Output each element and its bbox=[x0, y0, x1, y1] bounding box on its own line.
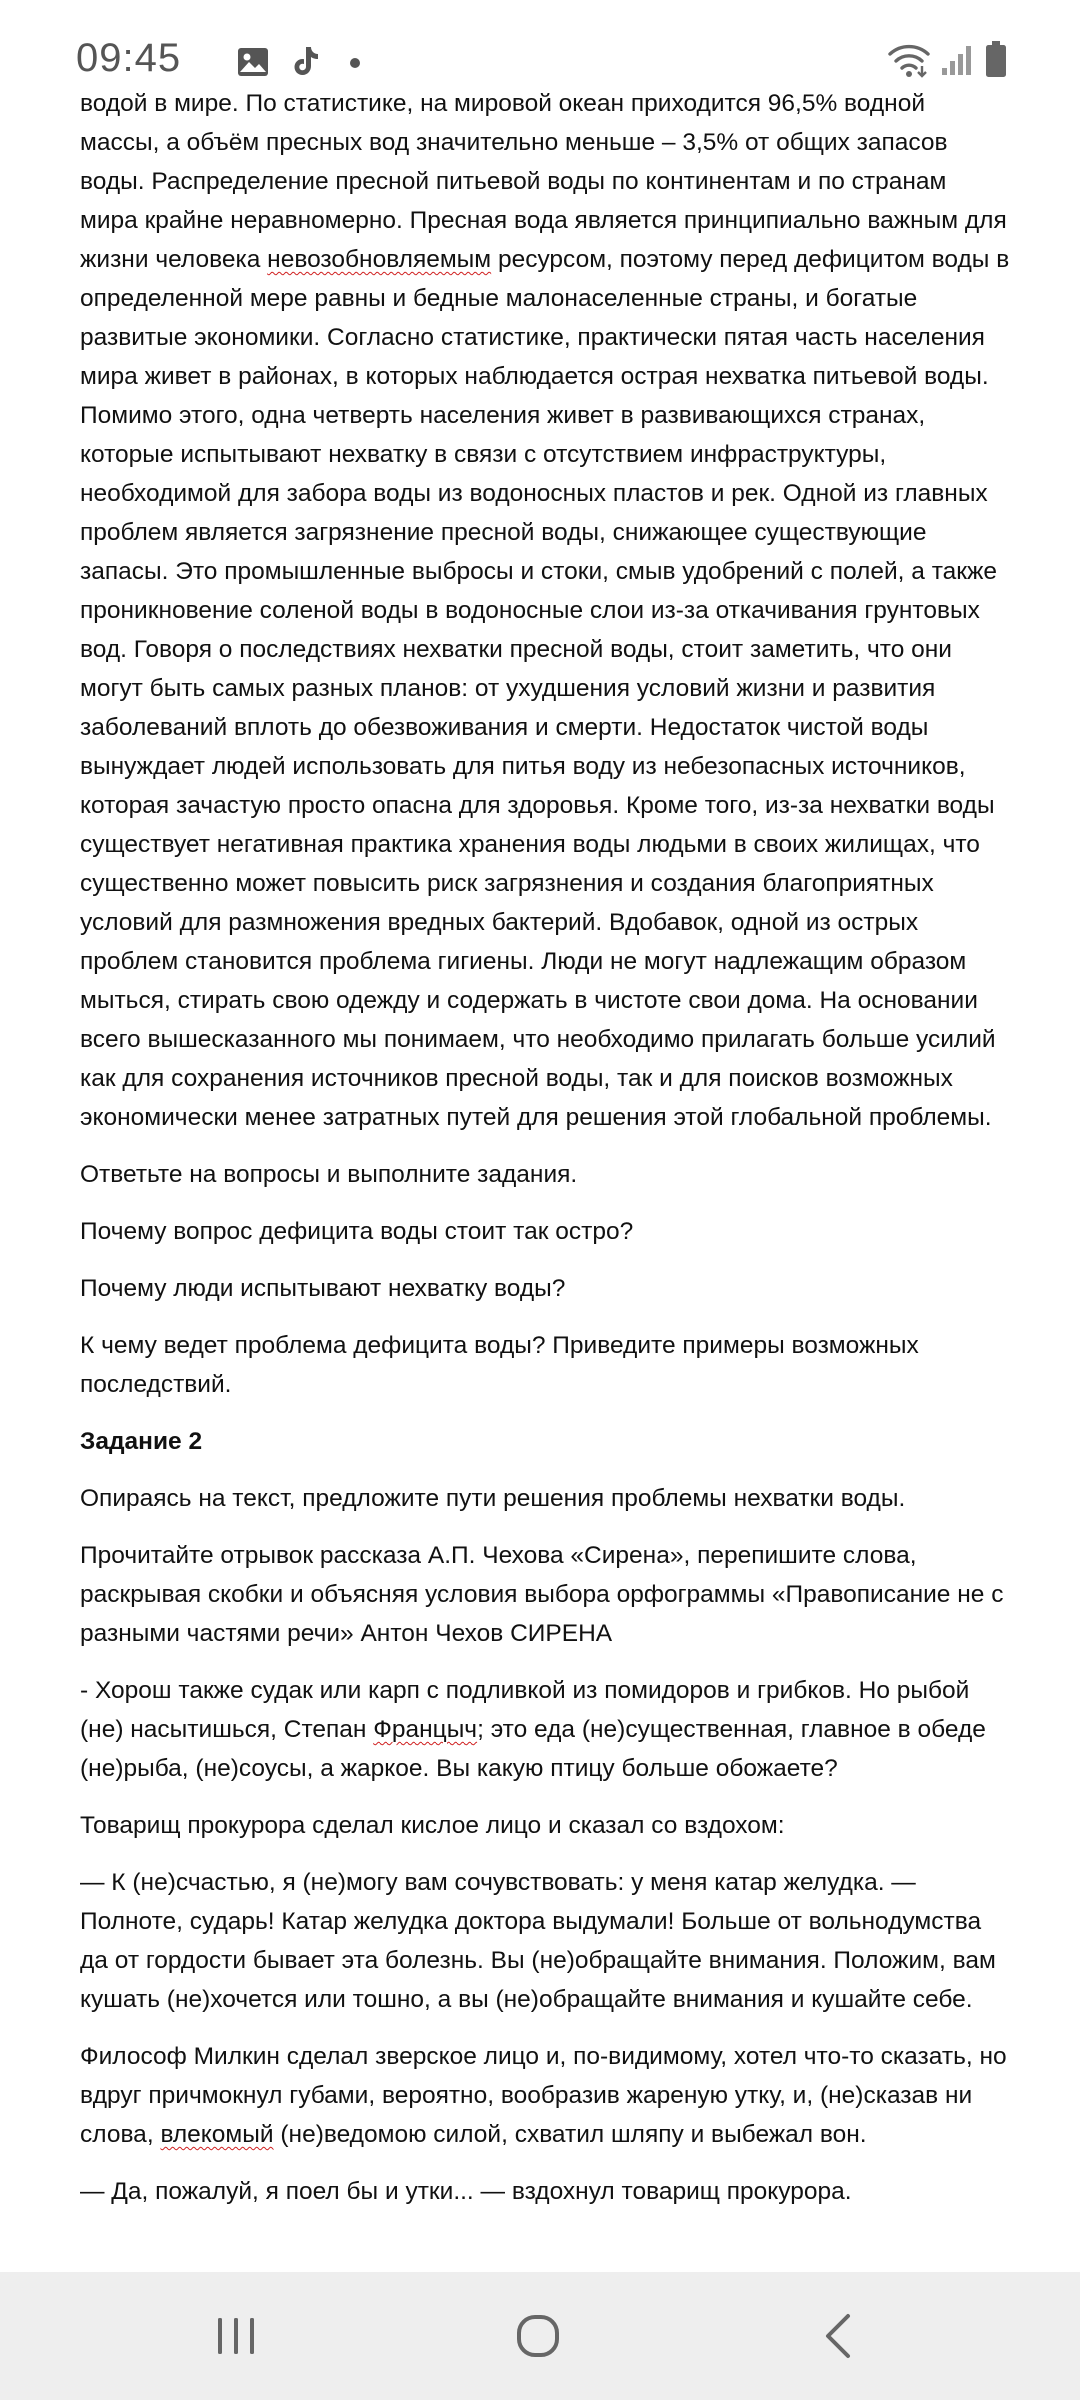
spellcheck-flagged-word: влекомый bbox=[160, 2121, 274, 2148]
document-body bbox=[80, 84, 1010, 2229]
home-button[interactable] bbox=[508, 2306, 568, 2366]
spellcheck-flagged-word: невозобновляемым bbox=[267, 246, 492, 273]
question-1: Почему вопрос дефицита воды стоит так остро? bbox=[80, 1218, 634, 1245]
task-2-text: Опираясь на текст, предложите пути решения проблемы нехватки воды. bbox=[80, 1485, 906, 1512]
recent-apps-button[interactable] bbox=[206, 2306, 266, 2366]
tiktok-icon bbox=[292, 45, 320, 82]
chekhov-intro: Прочитайте отрывок рассказа А.П. Чехова «Сирена», перепишите слова, раскрывая скобки и объясняя условия выбора орфограммы «Правописание не с разными частями речи» Антон Чехов СИРЕНА bbox=[80, 1542, 1004, 1647]
home-icon bbox=[508, 2306, 568, 2366]
text-run: - Хорош также судак или карп с подливкой из помидоров и грибков. Но рыбой (не) насытишься, Степан bbox=[80, 1677, 970, 1743]
task-2-title: Задание 2 bbox=[80, 1428, 203, 1455]
status-time: 09:45 bbox=[76, 36, 182, 80]
text-run: Философ Милкин сделал зверское лицо и, по-видимому, хотел что-то сказать, но вдруг причмокнул губами, вероятно, вообразив жареную утку, и, (не)сказав ни слова, bbox=[80, 2043, 1007, 2148]
back-icon bbox=[810, 2306, 870, 2366]
gallery-icon bbox=[237, 47, 269, 82]
recent-apps-icon bbox=[206, 2306, 266, 2366]
battery-icon bbox=[985, 40, 1007, 83]
navigation-bar bbox=[0, 2272, 1080, 2400]
paragraph-katar: — К (не)счастью, я (не)могу вам сочувствовать: у меня катар желудка. — Полноте, сударь! Катар желудка доктора выдумали! Больше от вольнодумства да от гордости бывает эта болезнь. Вы (не)обращайте внимания. Положим, вам кушать (не)хочется или тошно, а вы (не)обращайте внимания и кушайте себе. bbox=[80, 1869, 996, 2013]
paragraph-philosopher bbox=[80, 2037, 1010, 2154]
dot-icon bbox=[349, 56, 361, 74]
text-run: водой в мире. По статистике, на мировой океан приходится 96,5% водной массы, а объём пресных вод значительно меньше – 3,5% от общих запасов воды. Распределение пресной питьевой воды по континентам и по странам мира крайне неравномерно. Пресная вода является принципиально важным для жизни человека bbox=[80, 90, 1007, 273]
status-bar bbox=[0, 0, 1080, 90]
question-2: Почему люди испытывают нехватку воды? bbox=[80, 1275, 566, 1302]
intro-paragraph bbox=[80, 84, 1010, 1137]
signal-icon bbox=[940, 44, 974, 81]
text-run: (не)ведомою силой, схватил шляпу и выбежал вон. bbox=[273, 2121, 867, 2148]
instructions-text: Ответьте на вопросы и выполните задания. bbox=[80, 1161, 578, 1188]
text-run: ресурсом, поэтому перед дефицитом воды в определенной мере равны и бедные малонаселенные страны, и богатые развитые экономики. Согласно статистике, практически пятая часть населения мира живет в районах, в которых наблюдается острая нехватка питьевой воды. Помимо этого, одна четверть населения живет в развивающихся странах, которые испытывают нехватку в связи с отсутствием инфраструктуры, необходимой для забора воды из водоносных пластов и рек. Одной из главных проблем является загрязнение пресной воды, снижающее существующие запасы. Это промышленные выбросы и стоки, смыв удобрений с полей, а также проникновение соленой воды в водоносные слои из-за откачивания грунтовых вод. Говоря о последствиях нехватки пресной воды, стоит заметить, что они могут быть самых разных планов: от ухудшения условий жизни и развития заболеваний вплоть до обезвоживания и смерти. Недостаток чистой воды вынуждает людей использовать для питья воду из небезопасных источников, которая зачастую просто опасна для здоровья. Кроме того, из-за нехватки воды существует негативная практика хранения воды людьми в своих жилищах, что существенно может повысить риск загрязнения и создания благоприятных условий для размножения вредных бактерий. Вдобавок, одной из острых проблем становится проблема гигиены. Люди не могут надлежащим образом мыться, стирать свою одежду и содержать в чистоте свои дома. На основании всего вышесказанного мы понимаем, что необходимо прилагать больше усилий как для сохранения источников пресной воды, так и для поисков возможных экономически менее затратных путей для решения этой глобальной проблемы. bbox=[80, 246, 1010, 1131]
paragraph-final: — Да, пожалуй, я поел бы и утки... — вздохнул товарищ прокурора. bbox=[80, 2178, 852, 2205]
paragraph-prosecutor: Товарищ прокурора сделал кислое лицо и сказал со вздохом: bbox=[80, 1812, 785, 1839]
spellcheck-flagged-word: Францыч bbox=[373, 1716, 478, 1743]
wifi-icon bbox=[888, 42, 930, 83]
back-button[interactable] bbox=[810, 2306, 870, 2366]
question-3: К чему ведет проблема дефицита воды? Приведите примеры возможных последствий. bbox=[80, 1332, 919, 1398]
text-run: ; это еда (не)существенная, главное в обеде (не)рыба, (не)соусы, а жаркое. Вы какую птицу больше обожаете? bbox=[80, 1716, 986, 1782]
paragraph-sudak bbox=[80, 1671, 1010, 1788]
